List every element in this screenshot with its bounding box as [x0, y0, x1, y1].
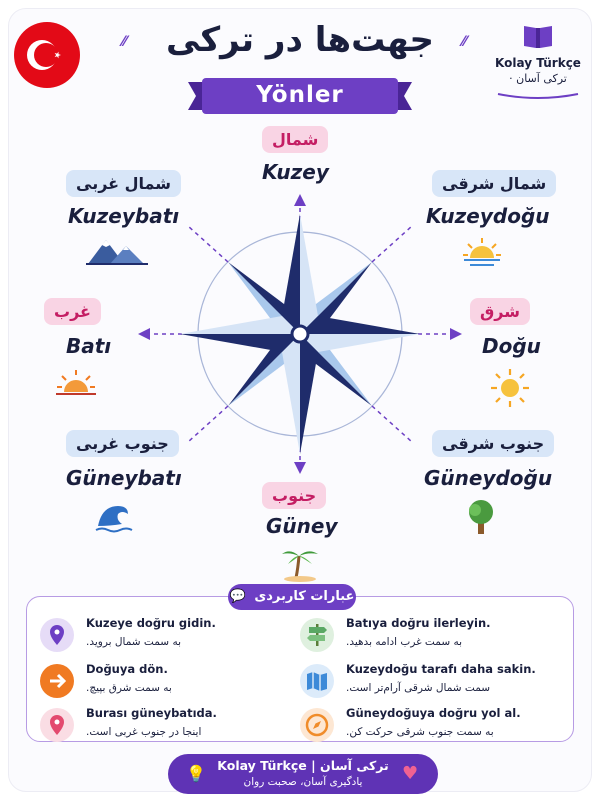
phrase-fa: به سمت غرب ادامه بدهید. [346, 636, 463, 648]
chat-icon: 💬 [229, 589, 246, 604]
phrases-header-label: عبارات کاربردی [254, 589, 355, 604]
west-label-tr: Batı [66, 334, 112, 358]
phrase-fa: به سمت جنوب شرقی حرکت کن. [346, 726, 494, 738]
brand-name: Kolay Türkçe [495, 56, 581, 70]
phrase-tr: Batıya doğru ilerleyin. [346, 616, 491, 630]
phrase-tr: Kuzeye doğru gidin. [86, 616, 216, 630]
wave-icon [94, 500, 134, 534]
phrase-fa: به سمت شمال بروید. [86, 636, 181, 648]
west-label-fa: غرب [44, 298, 101, 325]
sunset-icon [56, 368, 96, 400]
signpost-icon [300, 618, 334, 652]
footer-line1: Kolay Türkçe | ترکی آسان [217, 758, 389, 773]
compass-icon [300, 708, 334, 742]
phrases-header [228, 584, 356, 610]
southwest-label-tr: Güneybatı [66, 466, 182, 490]
brand-subtitle: ترکی آسان · [509, 72, 567, 85]
location-pin-icon [40, 708, 74, 742]
phrase-item [40, 614, 290, 656]
phrase-item [40, 704, 290, 746]
map-icon [300, 664, 334, 698]
page-title: جهت‌ها در ترکی [165, 20, 435, 60]
sparkle-icon: ⁄⁄ [462, 34, 467, 50]
lightbulb-icon: 💡 [186, 764, 206, 783]
phrase-fa: به سمت شرق بپیچ. [86, 682, 172, 694]
north-label-fa: شمال [262, 126, 328, 153]
subtitle: Yönler [256, 82, 344, 108]
southeast-label-fa: جنوب شرقی [432, 430, 554, 457]
northwest-label-fa: شمال غربی [66, 170, 181, 197]
northwest-label-tr: Kuzeybatı [68, 204, 180, 228]
northeast-label-tr: Kuzeydoğu [426, 204, 550, 228]
north-label-tr: Kuzey [262, 160, 329, 184]
southwest-label-fa: جنوب غربی [66, 430, 179, 457]
phrase-tr: Doğuya dön. [86, 662, 168, 676]
phrase-item [300, 704, 550, 746]
sunrise-icon [462, 236, 502, 270]
phrase-tr: Kuzeydoğu tarafı daha sakin. [346, 662, 536, 676]
east-label-fa: شرق [470, 298, 530, 325]
south-label-fa: جنوب [262, 482, 326, 509]
south-label-tr: Güney [266, 514, 338, 538]
phrase-fa: اینجا در جنوب غربی است. [86, 726, 202, 738]
phrase-item [300, 614, 550, 656]
northeast-label-fa: شمال شرقی [432, 170, 556, 197]
sun-icon [490, 368, 530, 408]
east-label-tr: Doğu [482, 334, 541, 358]
phrase-fa: سمت شمال شرقی آرام‌تر است. [346, 682, 491, 694]
footer-line2: یادگیری آسان، صحبت روان [243, 776, 363, 788]
phrase-tr: Güneydoğuya doğru yol al. [346, 706, 521, 720]
phrase-tr: Burası güneybatıda. [86, 706, 217, 720]
southeast-label-tr: Güneydoğu [424, 466, 553, 490]
phrase-item [40, 660, 290, 702]
tree-icon [464, 498, 498, 536]
heart-icon: ♥ [402, 763, 419, 784]
arrow-right-icon [40, 664, 74, 698]
location-pin-icon [40, 618, 74, 652]
mountain-icon [86, 236, 148, 266]
sparkle-icon: ⁄⁄ [122, 34, 127, 50]
palm-tree-icon [280, 544, 320, 582]
phrase-item [300, 660, 550, 702]
footer-banner [168, 754, 438, 794]
